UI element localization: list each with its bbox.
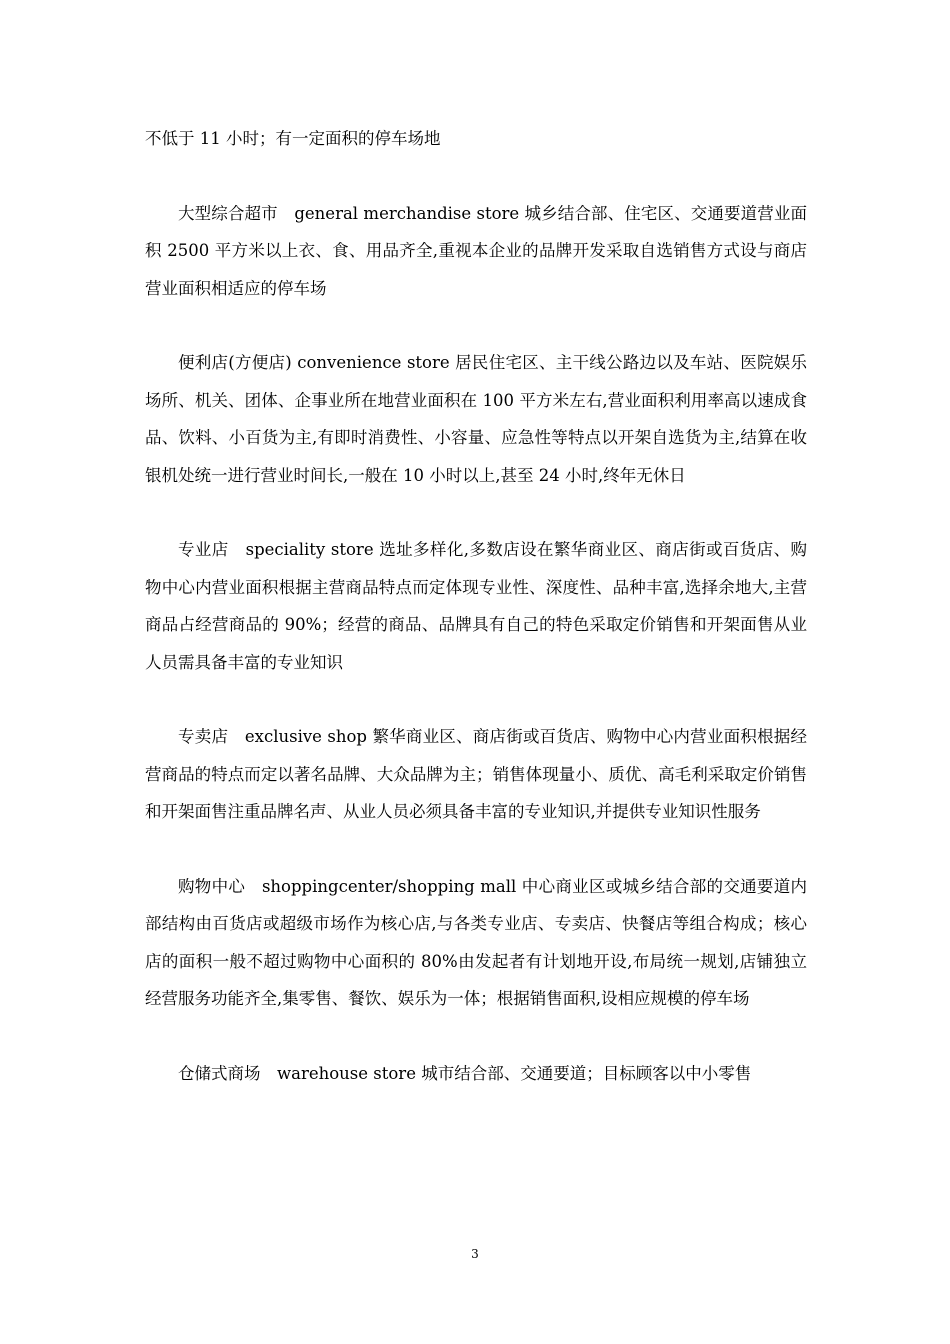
- paragraph-speciality-store: 专业店 speciality store 选址多样化,多数店设在繁华商业区、商店街或百货店、购物中心内营业面积根据主营商品特点而定体现专业性、深度性、品种丰富,选择余地大,主营商品占经营商品的 90%；经营的商品、品牌具有自己的特色采取定价销售和开架面售从业人员需具备丰富的专业知识: [145, 540, 807, 672]
- paragraph-exclusive-shop: 专卖店 exclusive shop 繁华商业区、商店街或百货店、购物中心内营业面积根据经营商品的特点而定以著名品牌、大众品牌为主；销售体现量小、质优、高毛利采取定价销售和开架面售注重品牌名声、从业人员必须具备丰富的专业知识,并提供专业知识性服务: [145, 727, 807, 822]
- page-number: 3: [471, 1247, 479, 1261]
- paragraph-general-merchandise-store: 大型综合超市 general merchandise store 城乡结合部、住宅区、交通要道营业面积 2500 平方米以上衣、食、用品齐全,重视本企业的品牌开发采取自选销售方式设与商店营业面积相适应的停车场: [145, 203, 807, 298]
- paragraph-shopping-center: 购物中心 shoppingcenter/shopping mall 中心商业区或城乡结合部的交通要道内部结构由百货店或超级市场作为核心店,与各类专业店、专卖店、快餐店等组合构成；核心店的面积一般不超过购物中心面积的 80%由发起者有计划地开设,布局统一规划,店铺独立经营服务功能齐全,集零售、餐饮、娱乐为一体；根据销售面积,设相应规模的停车场: [145, 877, 807, 1009]
- document-body: [145, 120, 807, 1092]
- paragraph-convenience-store: 便利店(方便店) convenience store 居民住宅区、主干线公路边以及车站、医院娱乐场所、机关、团体、企事业所在地营业面积在 100 平方米左右,营业面积利用率高以速成食品、饮料、小百货为主,有即时消费性、小容量、应急性等特点以开架自选货为主,结算在收银机处统一进行营业时间长,一般在 10 小时以上,甚至 24 小时,终年无休日: [145, 353, 807, 485]
- paragraph-warehouse-store: 仓储式商场 warehouse store 城市结合部、交通要道；目标顾客以中小零售: [178, 1064, 752, 1084]
- paragraph-continuation: 不低于 11 小时；有一定面积的停车场地: [145, 129, 441, 148]
